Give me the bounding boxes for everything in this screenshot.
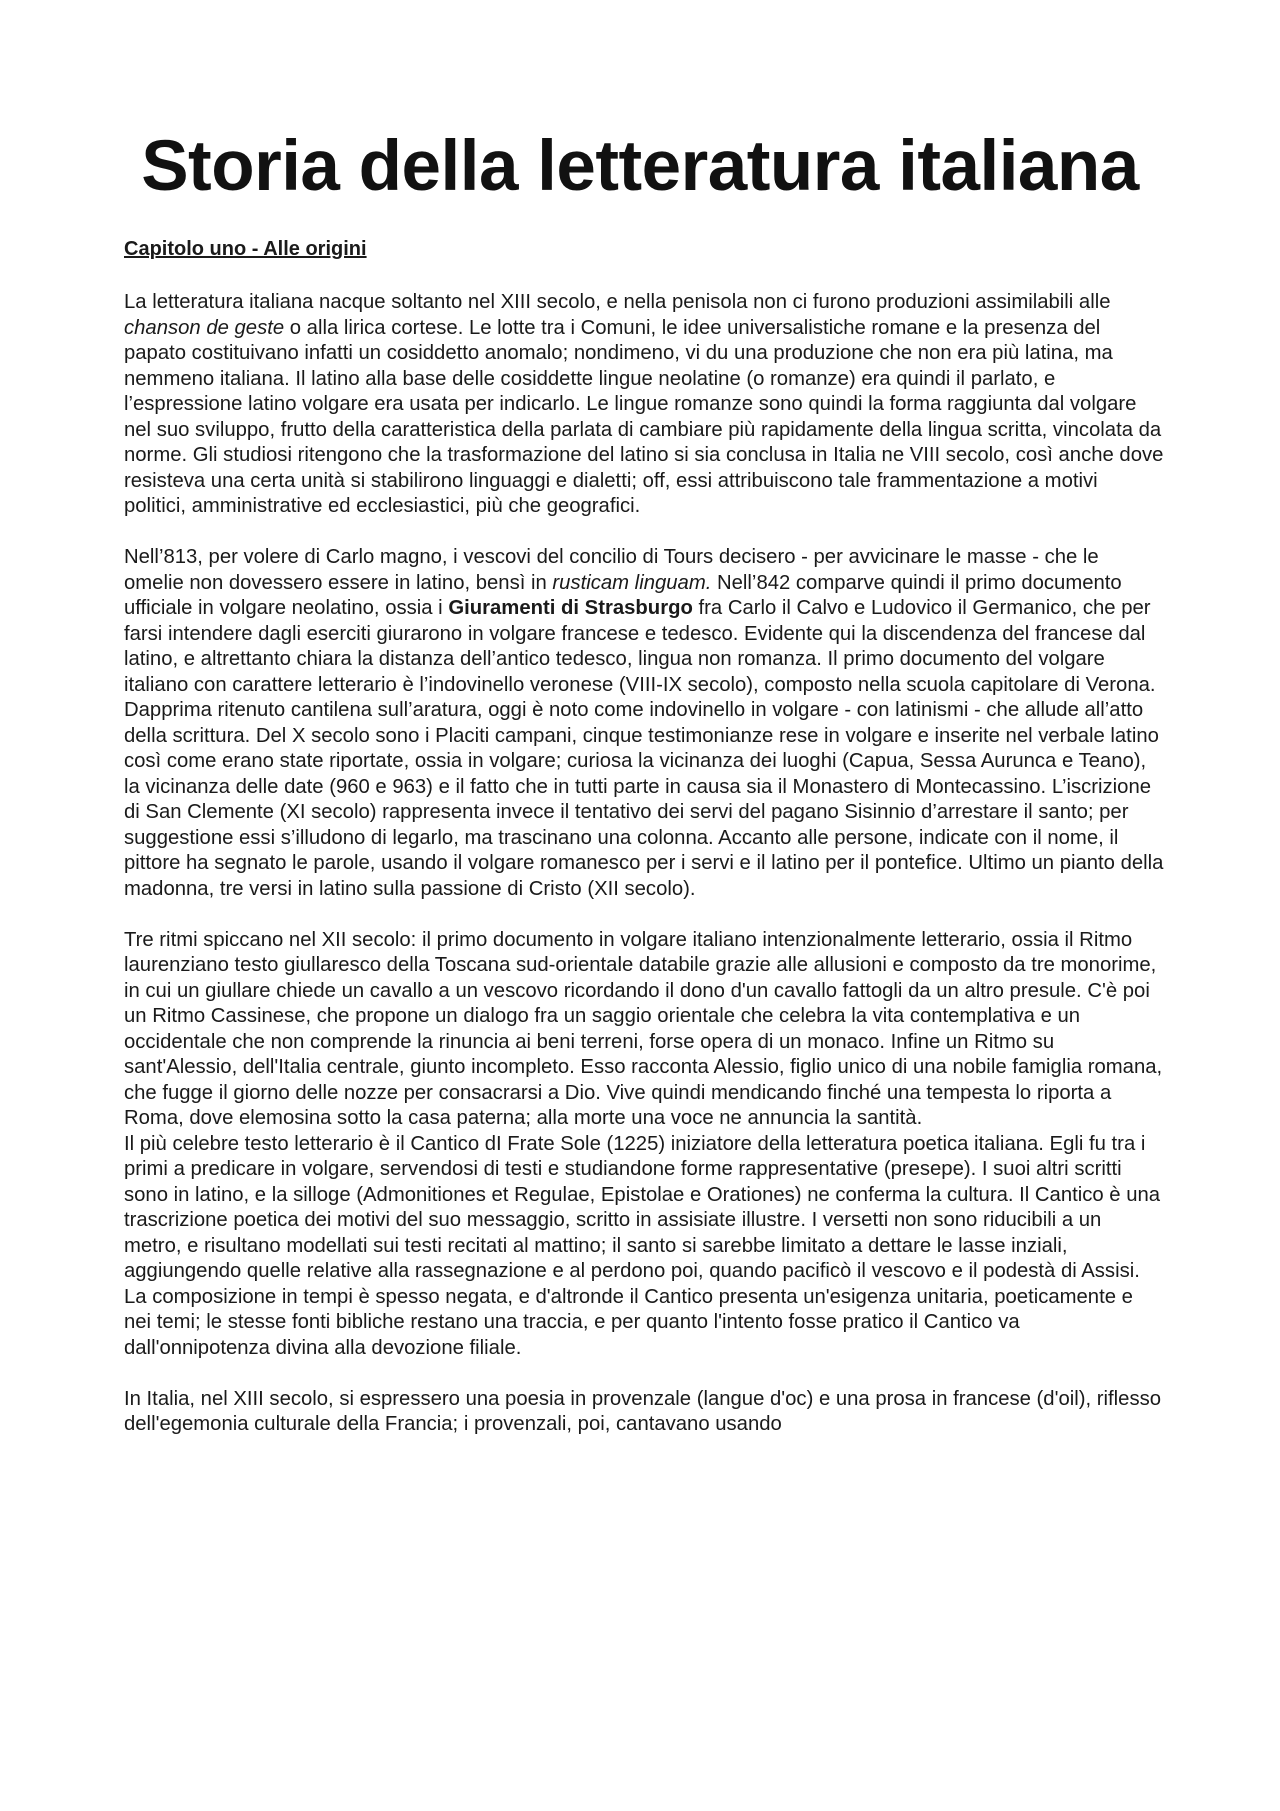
text-run: o alla lirica cortese. Le lotte tra i Comuni, le idee universalistiche romane e la presenza del papato costituivano infatti un cosiddetto anomalo; nondimeno, vi du una produzione che non era più latina, ma nemmeno italiana. Il latino alla base delle cosiddette lingue neolatine (o romanze) era quindi il parlato, e l’espressione latino volgare era usata per indicarlo. Le lingue romanze sono quindi la forma raggiunta dal volgare nel suo sviluppo, frutto della caratteristica della parlata di cambiare più rapidamente della lingua scritta, vincolata da norme. Gli studiosi ritengono che la trasformazione del latino si sia conclusa in Italia ne VIII secolo, così anche dove resisteva una certa unità si stabilirono linguaggi e dialetti; off, essi attribuiscono tale frammentazione a motivi politici, amministrative ed ecclesiastici, più che geografici. bbox=[124, 316, 1164, 517]
paragraph bbox=[124, 545, 1164, 902]
text-run: fra Carlo il Calvo e Ludovico il Germanico, che per farsi intendere dagli eserciti giurarono in volgare francese e tedesco. Evidente qui la discendenza del francese dal latino, e altrettanto chiara la distanza dell’antico tedesco, lingua non romanza. Il primo documento del volgare italiano con carattere letterario è l’indovinello veronese (VIII-IX secolo), composto nella scuola capitolare di Verona. Dapprima ritenuto cantilena sull’aratura, oggi è noto come indovinello in volgare - con latinismi - che allude all’atto della scrittura. Del X secolo sono i Placiti campani, cinque testimonianze rese in volgare e inserite nel verbale latino così come erano state riportate, ossia in volgare; curiosa la vicinanza dei luoghi (Capua, Sessa Aurunca e Teano), la vicinanza delle date (960 e 963) e il fatto che in tutti parte in causa sia il Monastero di Montecassino. L’iscrizione di San Clemente (XI secolo) rappresenta invece il tentativo dei servi del pagano Sisinnio d’arrestare il santo; per suggestione essi s’illudono di legarlo, ma trascinano una colonna. Accanto alle persone, indicate con il nome, il pittore ha segnato le parole, usando il volgare romanesco per i servi e il latino per il pontefice. Ultimo un pianto della madonna, tre versi in latino sulla passione di Cristo (XII secolo). bbox=[124, 597, 1164, 900]
paragraph bbox=[124, 928, 1164, 1132]
text-run: In Italia, nel XIII secolo, si espressero una poesia in provenzale (langue d'oc) e una prosa in francese (d'oil), riflesso dell'egemonia culturale della Francia; i provenzali, poi, cantavano usando bbox=[124, 1387, 1162, 1435]
body-text bbox=[124, 290, 1164, 1463]
paragraph bbox=[124, 1387, 1164, 1438]
text-run: La letteratura italiana nacque soltanto nel XIII secolo, e nella penisola non ci furono produzioni assimilabili alle bbox=[124, 291, 1111, 313]
text-run: Nell’842 comparve quindi il primo documento ufficiale in volgare neolatino, ossia i bbox=[124, 571, 1122, 619]
chapter-heading: Capitolo uno - Alle origini bbox=[124, 238, 367, 260]
bold-phrase: Giuramenti di Strasburgo bbox=[448, 597, 693, 619]
text-run: Nell’813, per volere di Carlo magno, i vescovi del concilio di Tours decisero - per avvicinare le masse - che le omelie non dovessero essere in latino, bensì in bbox=[124, 546, 1099, 594]
text-run: Tre ritmi spiccano nel XII secolo: il primo documento in volgare italiano intenzionalmente letterario, ossia il Ritmo laurenziano testo giullaresco della Toscana sud-orientale databile grazie alle allusioni e composto da tre monorime, in cui un giullare chiede un cavallo a un vescovo ricordando il dono d'un cavallo fattogli da un altro presule. C'è poi un Ritmo Cassinese, che propone un dialogo fra un saggio orientale che celebra la vita contemplativa e un occidentale che non comprende la rinuncia ai beni terreni, forse opera di un monaco. Infine un Ritmo su sant'Alessio, dell'Italia centrale, giunto incompleto. Esso racconta Alessio, figlio unico di una nobile famiglia romana, che fugge il giorno delle nozze per consacrarsi a Dio. Vive quindi mendicando finché una tempesta lo riporta a Roma, dove elemosina sotto la casa paterna; alla morte una voce ne annuncia la santità. bbox=[124, 928, 1163, 1129]
page-title: Storia della letteratura italiana bbox=[141, 127, 1139, 206]
paragraph bbox=[124, 290, 1164, 520]
text-run: Il più celebre testo letterario è il Cantico dI Frate Sole (1225) iniziatore della letteratura poetica italiana. Egli fu tra i primi a predicare in volgare, servendosi di testi e studiandone forme rappresentative (presepe). I suoi altri scritti sono in latino, e la silloge (Admonitiones et Regulae, Epistolae e Orationes) ne conferma la cultura. Il Cantico è una trascrizione poetica dei motivi del suo messaggio, scritto in assisiate illustre. I versetti non sono riducibili a un metro, e risultano modellati sui testi recitati al mattino; il santo si sarebbe limitato a dettare le lasse inziali, aggiungendo quelle relative alla rassegnazione e al perdono poi, quando pacificò il vescovo e il podestà di Assisi. La composizione in tempi è spesso negata, e d'altronde il Cantico presenta un'esigenza unitaria, poeticamente e nei temi; le stesse fonti bibliche restano una traccia, e per quanto l'intento fosse pratico il Cantico va dall'onnipotenza divina alla devozione filiale. bbox=[124, 1132, 1161, 1359]
paragraph bbox=[124, 1132, 1164, 1362]
italic-phrase: chanson de geste bbox=[124, 316, 285, 339]
italic-phrase: rusticam linguam. bbox=[552, 571, 712, 594]
